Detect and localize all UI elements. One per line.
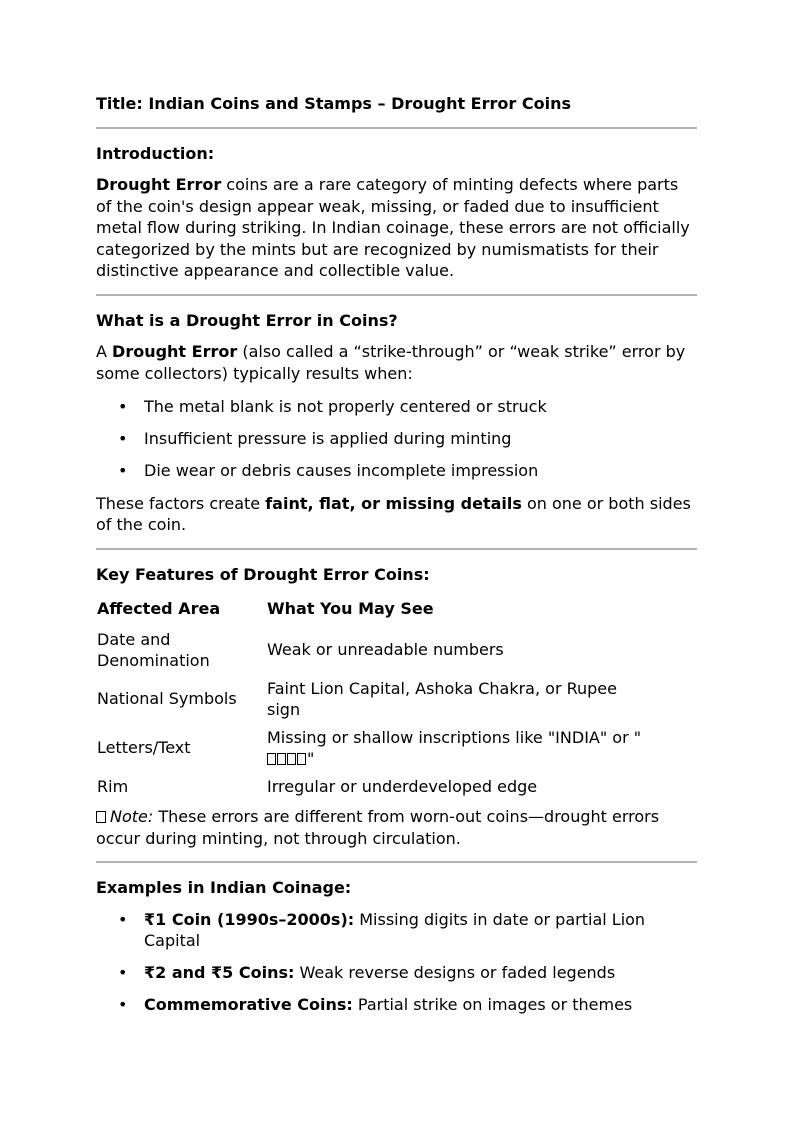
note-text: These errors are different from worn-out coins—drought errors occur during minting, not through circulation. — [96, 807, 660, 848]
intro-term: Drought Error — [96, 175, 222, 194]
what-is-heading: What is a Drought Error in Coins? — [96, 310, 398, 330]
causes-list — [96, 396, 697, 482]
table-row — [96, 773, 647, 801]
table-cell: Missing or shallow inscriptions like "INDIA" or "" — [267, 727, 642, 768]
what-is-term: Drought Error — [112, 342, 238, 361]
intro-text: coins are a rare category of minting defects where parts of the coin's design appear weak, missing, or faded due to insufficient metal flow during striking. In Indian coinage, these errors are not officially categorized by the mints but are recognized by numismatists for their distinctive appearance and collectible value. — [96, 175, 690, 280]
introduction-section — [96, 143, 697, 282]
table-row — [96, 675, 647, 724]
table-cell: Weak or unreadable numbers — [267, 640, 504, 660]
table-row — [96, 724, 647, 773]
table-cell: Date and Denomination — [97, 629, 210, 670]
closing-emphasis: faint, flat, or missing details — [265, 493, 522, 513]
list-item: • ₹1 Coin (1990s–2000s): Missing digits in date or partial Lion Capital — [96, 909, 697, 952]
column-header: Affected Area — [97, 599, 221, 618]
introduction-heading: Introduction: — [96, 143, 215, 163]
list-item: • Insufficient pressure is applied during minting — [96, 428, 697, 450]
what-is-closing: These factors create faint, flat, or missing details on one or both sides of the coin. — [96, 493, 691, 534]
examples-section — [96, 877, 697, 1016]
introduction-paragraph — [96, 174, 697, 282]
note-icon — [96, 811, 106, 823]
document-title: Title: Indian Coins and Stamps – Drought Error Coins — [96, 94, 571, 113]
features-section — [96, 564, 697, 850]
table-cell: Letters/Text — [97, 738, 191, 758]
features-table — [96, 595, 647, 800]
table-cell: Faint Lion Capital, Ashoka Chakra, or Rupee sign — [267, 678, 617, 719]
examples-list — [96, 909, 697, 1016]
examples-heading: Examples in Indian Coinage: — [96, 878, 352, 897]
column-header: What You May See — [267, 599, 434, 618]
divider — [96, 548, 697, 550]
what-is-lead: A Drought Error (also called a “strike-through” or “weak strike” error by some collectors) typically results when: — [96, 342, 686, 383]
note-paragraph — [96, 806, 697, 849]
table-header-row — [96, 595, 647, 626]
table-cell: Irregular or underdeveloped edge — [267, 776, 538, 796]
table-cell: National Symbols — [97, 689, 237, 709]
list-item: • Die wear or debris causes incomplete impression — [96, 460, 697, 482]
table-cell: Rim — [97, 776, 129, 796]
list-item: • ₹2 and ₹5 Coins: Weak reverse designs or faded legends — [96, 962, 697, 984]
what-is-section — [96, 310, 697, 536]
table-row — [96, 626, 647, 675]
divider — [96, 294, 697, 296]
list-item: • Commemorative Coins: Partial strike on images or themes — [96, 994, 697, 1016]
features-heading: Key Features of Drought Error Coins: — [96, 564, 430, 584]
missing-glyph-icon — [267, 749, 307, 768]
divider — [96, 861, 697, 863]
list-item: • The metal blank is not properly centered or struck — [96, 396, 697, 418]
document-content — [96, 93, 697, 1027]
note-label: Note: — [110, 807, 154, 826]
divider — [96, 127, 697, 129]
